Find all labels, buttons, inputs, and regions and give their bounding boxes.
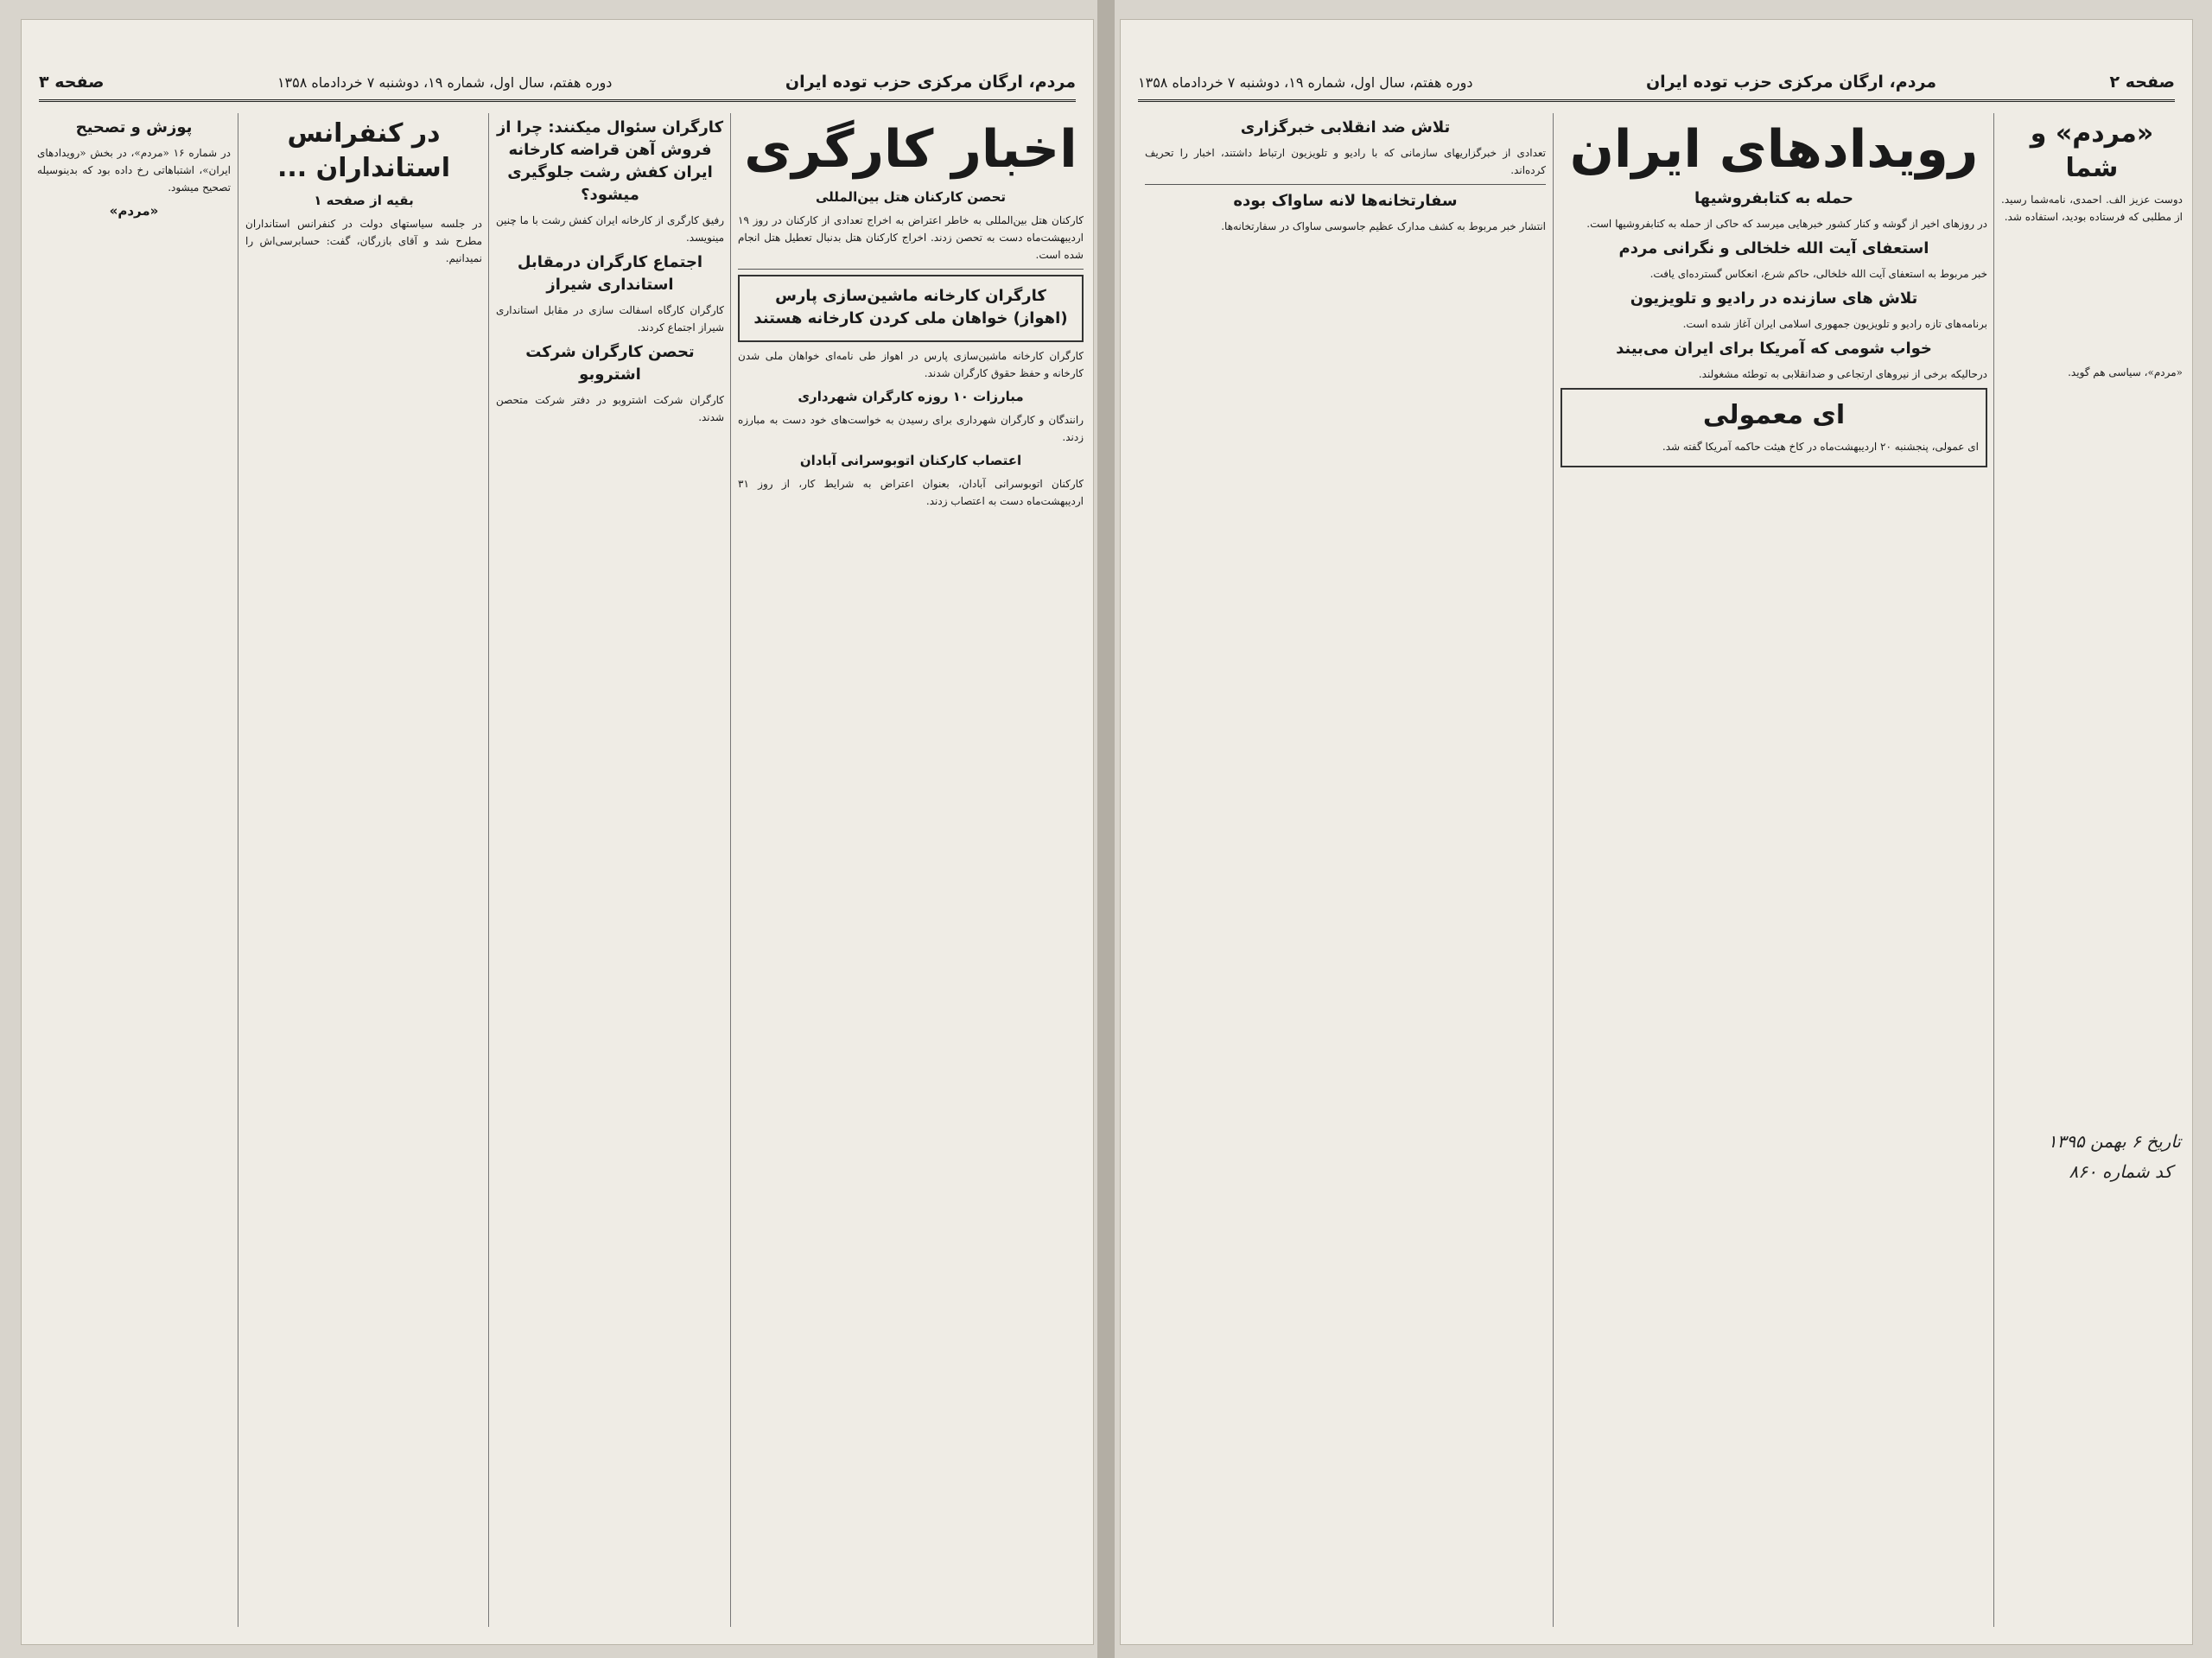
iran-event-heading: ای معمولی (1702, 400, 1846, 430)
iran-event-heading: تلاش های سازنده در رادیو و تلویزیون (1630, 289, 1918, 308)
conference-title: در کنفرانس استانداران ... (277, 118, 450, 183)
right-masthead: مردم، ارگان مرکزی حزب توده ایران (1645, 73, 1937, 92)
iran-event-box (1560, 388, 1987, 467)
left-masthead: مردم، ارگان مرکزی حزب توده ایران (785, 73, 1076, 92)
right-issue-line: دوره هفتم، سال اول، شماره ۱۹، دوشنبه ۷ خردادماه ۱۳۵۸ (1138, 73, 1473, 91)
mardom-and-you-column (1993, 113, 2190, 1627)
labor-item-body: کارگران کارخانه ماشین‌سازی پارس در اهواز طی نامه‌ای خواهان ملی شدن کارخانه و حفظ حقوق کارگران شدند. (738, 350, 1084, 379)
right-page-label: صفحه ۲ (2109, 73, 2175, 92)
conference-column (238, 113, 489, 1627)
iran-event-body: برنامه‌های تازه رادیو و تلویزیون جمهوری اسلامی ایران آغاز شده است. (1682, 318, 1987, 330)
savak-body: انتشار خبر مربوط به کشف مدارک عظیم جاسوسی ساواک در سفارتخانه‌ها. (1221, 220, 1546, 232)
correction-body: در شماره ۱۶ «مردم»، در بخش «رویدادهای ایران»، اشتباهاتی رخ داده بود که بدینوسیله تصحیح میشود. (37, 147, 231, 194)
iran-event-heading: خواب شومی که آمریکا برای ایران می‌بیند (1616, 340, 1932, 358)
labor-item-heading: تحصن کارگران شرکت اشتروبو (525, 343, 695, 384)
left-page (21, 19, 1094, 1645)
labor-item-body: رفیق کارگری از کارخانه ایران کفش رشت با ما چنین مینویسد. (496, 214, 724, 244)
iran-event-heading: استعفای آیت الله خلخالی و نگرانی مردم (1618, 239, 1929, 257)
left-footer: «مردم» (109, 203, 159, 219)
iran-event-heading: حمله به کتابفروشیها (1694, 189, 1853, 207)
labor-item-heading: اعتصاب کارکنان اتوبوسرانی آبادان (799, 453, 1022, 468)
right-footer: «مردم»، سیاسی هم گوید. (2068, 366, 2183, 378)
conference-body: در جلسه سیاستهای دولت در کنفرانس استانداران مطرح شد و آقای بازرگان، گفت: حسابرسی‌اش را نمیدانیم. (245, 218, 482, 264)
mardom-and-you-body: دوست عزیز الف. احمدی، نامه‌شما رسید. از مطلبی که فرستاده بودید، استفاده شد. (2001, 194, 2183, 223)
correction-title: پوزش و تصحیح (75, 118, 193, 137)
conference-continued: بقیه از صفحه ۱ (314, 193, 414, 208)
left-page-label: صفحه ۳ (39, 73, 105, 92)
labor-item-heading: کارگران سئوال میکنند: چرا از فروش آهن قراضه کارخانه ایران کفش رشت جلوگیری میشود؟ (496, 118, 724, 204)
iran-events-title: رویدادهای ایران (1569, 119, 1979, 180)
labor-item-body: رانندگان و کارگران شهرداری برای رسیدن به خواست‌های خود دست به مبارزه زدند. (738, 414, 1084, 443)
page-gutter (1097, 0, 1115, 1658)
savak-title: سفارتخانه‌ها لانه ساواک بوده (1233, 192, 1458, 210)
iran-event-body: خبر مربوط به استعفای آیت الله خلخالی، حاکم شرع، انعکاس گسترده‌ای یافت. (1649, 268, 1987, 280)
mardom-and-you-title: «مردم» و شما (2030, 118, 2154, 183)
right-page-header (1138, 65, 2175, 102)
left-page-header (39, 65, 1076, 102)
labor-item-heading: اجتماع کارگران درمقابل استانداری شیراز (517, 253, 703, 294)
handwritten-note: کد شماره ۸۶۰ (2069, 1161, 2172, 1182)
labor-item-heading: کارگران کارخانه ماشین‌سازی پارس (اهواز) خواهان ملی کردن کارخانه هستند (753, 287, 1068, 327)
labor-item-body: کارکنان اتوبوسرانی آبادان، بعنوان اعتراض به شرایط کار، از روز ۳۱ اردیبهشت‌ماه دست به اعتصاب زدند. (738, 478, 1084, 507)
iran-event-body: در روزهای اخیر از گوشه و کنار کشور خبرهایی میرسد که حاکی از حمله به کتابفروشیها است. (1586, 218, 1987, 230)
labor-news-column-2 (488, 113, 731, 1627)
labor-item-heading: مبارزات ۱۰ روزه کارگران شهرداری (798, 389, 1024, 404)
iran-event-body: ای عمولی، پنجشنبه ۲۰ اردیبهشت‌ماه در کاخ هیئت حاکمه آمریکا گفته شد. (1662, 441, 1979, 453)
left-issue-line: دوره هفتم، سال اول، شماره ۱۹، دوشنبه ۷ خردادماه ۱۳۵۸ (276, 73, 613, 91)
labor-item-box (738, 275, 1084, 342)
correction-column (30, 113, 238, 1627)
labor-news-column (730, 113, 1090, 1627)
iran-events-column (1553, 113, 1994, 1627)
anti-revolution-title: تلاش ضد انقلابی خبرگزاری (1240, 118, 1451, 137)
labor-item-body: کارگران کارگاه اسفالت سازی در مقابل استانداری شیراز اجتماع کردند. (496, 304, 724, 334)
right-page (1120, 19, 2193, 1645)
anti-revolution-body: تعدادی از خبرگزاریهای سازمانی که با رادیو و تلویزیون ارتباط داشتند، اخبار را تحریف کرده‌اند. (1145, 147, 1547, 176)
handwritten-note: تاریخ ۶ بهمن ۱۳۹۵ (2047, 1131, 2181, 1152)
labor-item-body: کارگران شرکت اشتروبو در دفتر شرکت متحصن شدند. (496, 394, 724, 423)
labor-news-title: اخبار کارگری (744, 119, 1077, 180)
anti-revolution-column (1138, 113, 1553, 1627)
labor-item-body: کارکنان هتل بین‌المللی به خاطر اعتراض به اخراج تعدادی از کارکنان در روز ۱۹ اردیبهشت‌ماه دست به تحصن زدند. اخراج کارکنان هتل بدنبال تعطیل هتل انجام شده است. (738, 214, 1084, 261)
labor-item-heading: تحصن کارکنان هتل بین‌المللی (815, 189, 1007, 205)
iran-event-body: درحالیکه برخی از نیروهای ارتجاعی و ضدانقلابی به توطئه مشغولند. (1698, 368, 1987, 380)
divider (738, 269, 1084, 270)
divider (1145, 184, 1546, 185)
